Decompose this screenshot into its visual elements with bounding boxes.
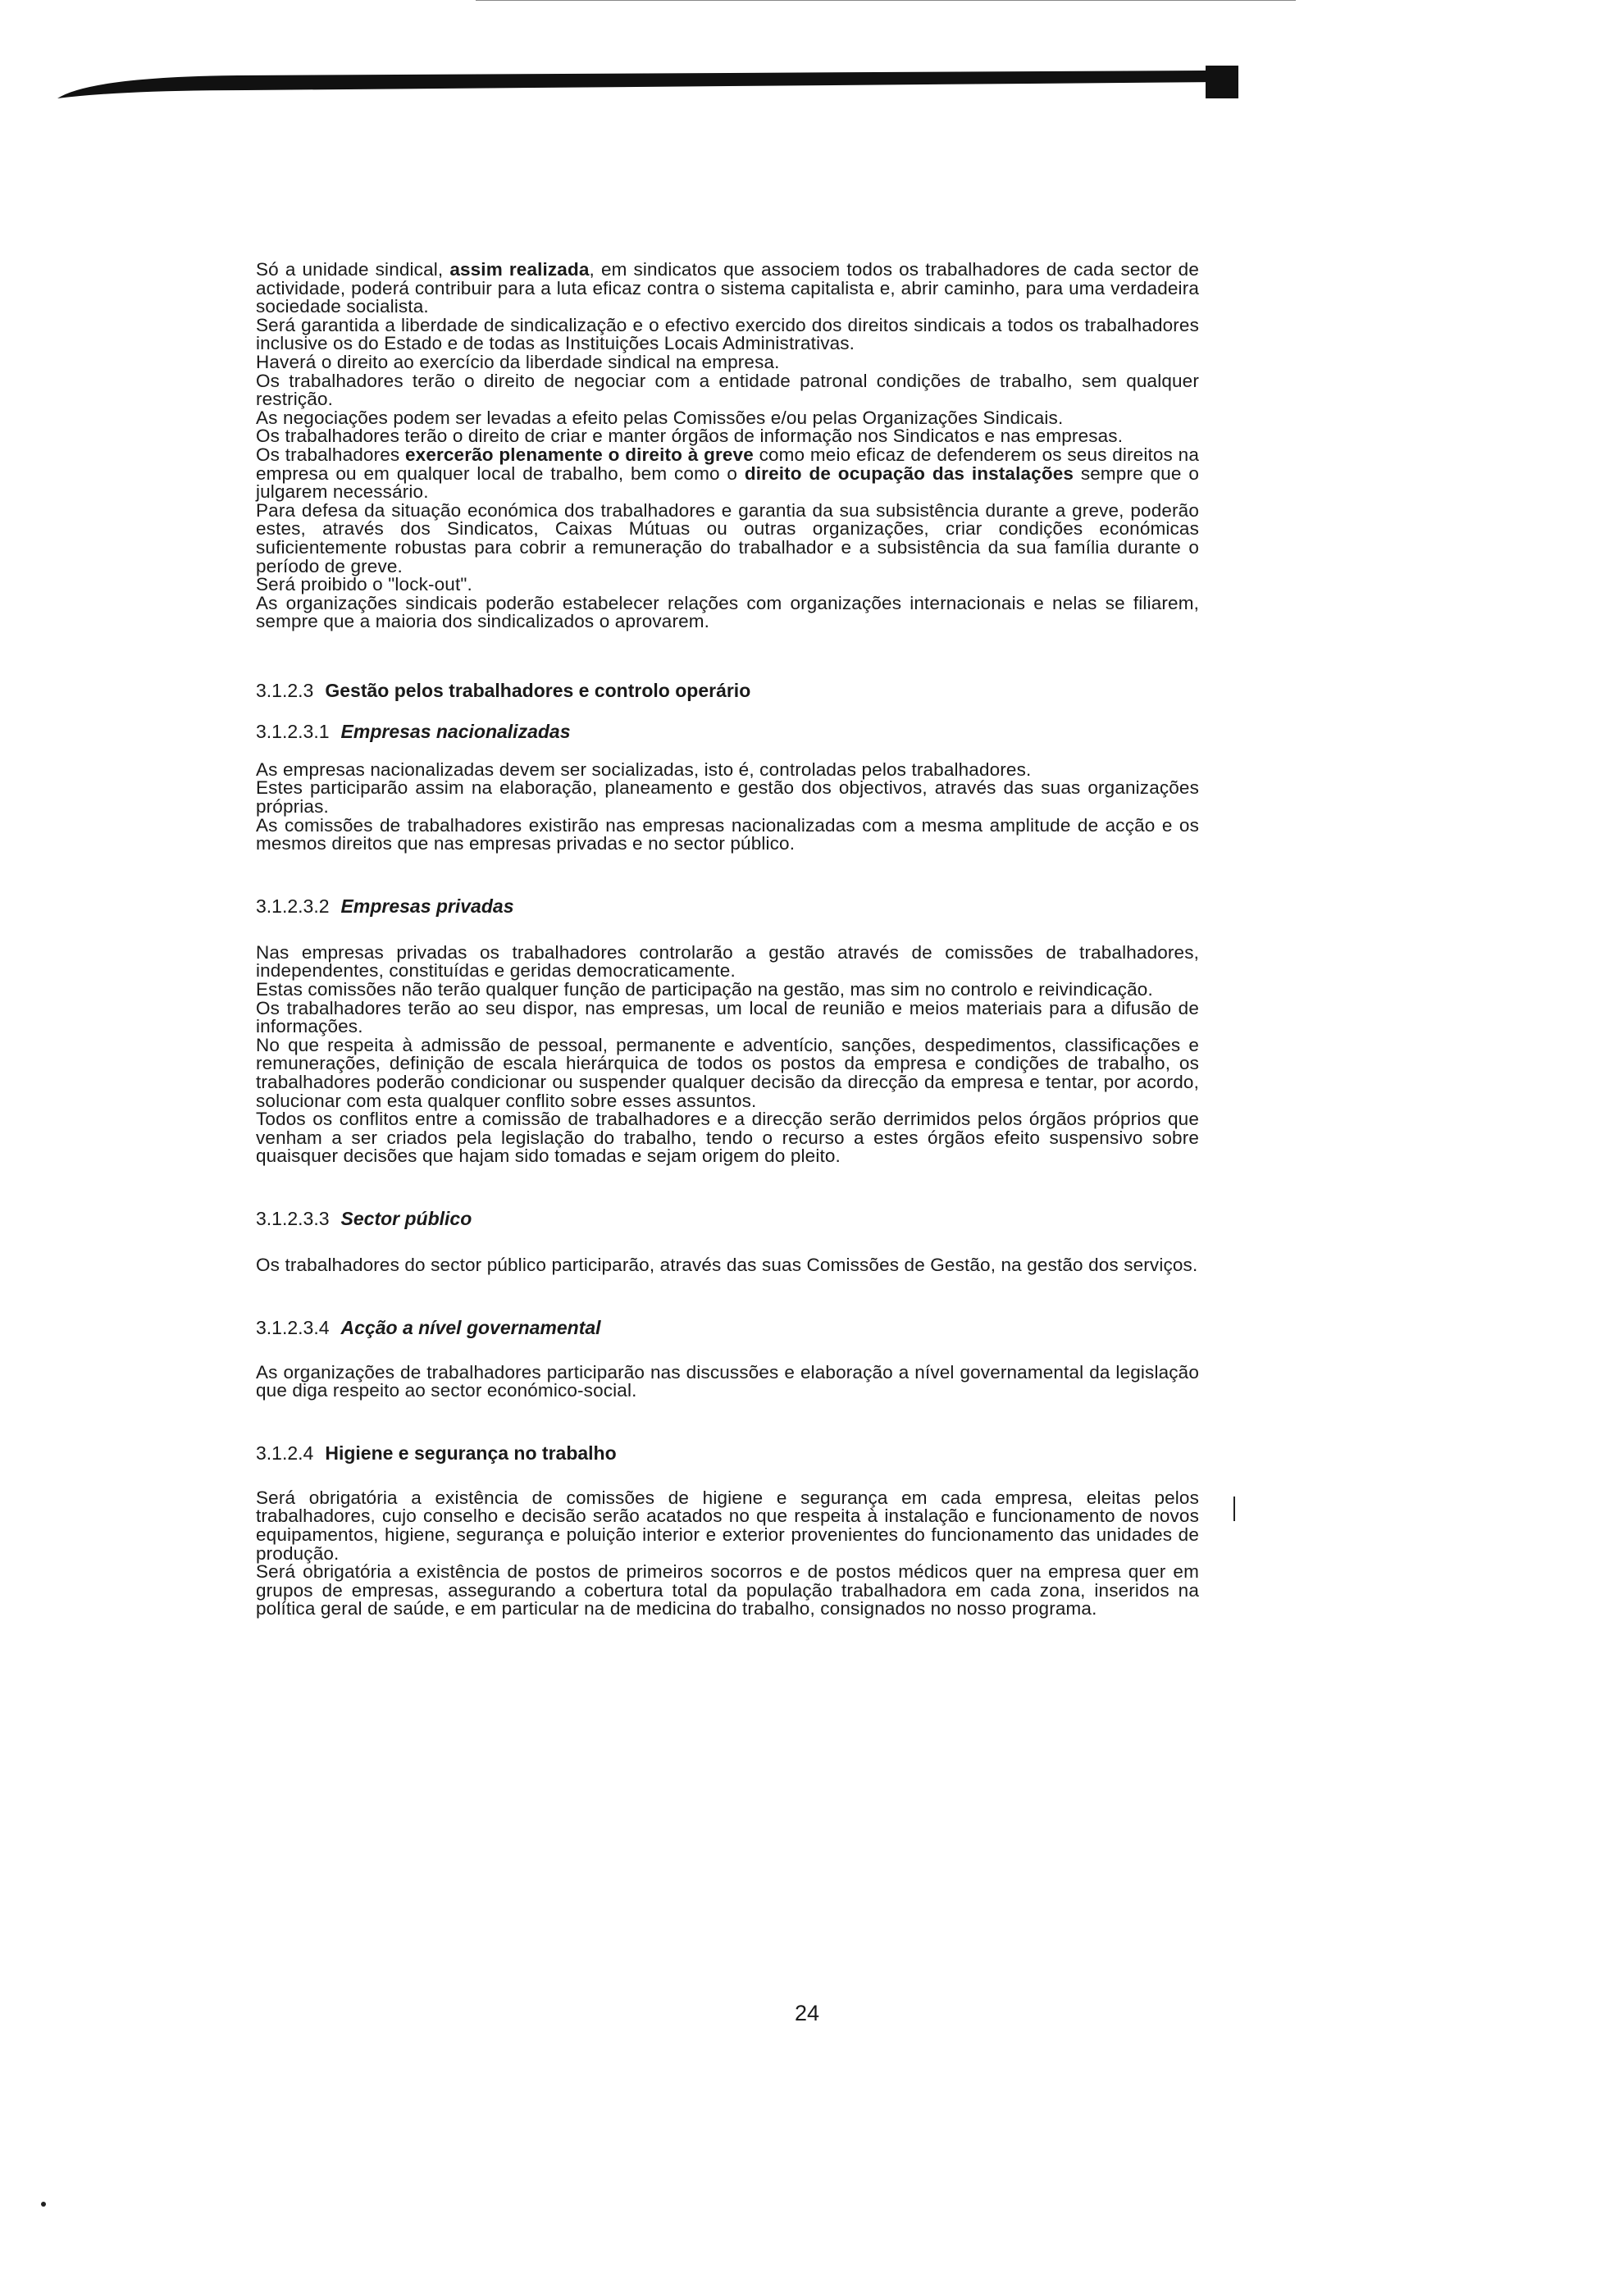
paragraph: As organizações de trabalhadores participarão nas discussões e elaboração a nível governamental da legislação que diga respeito ao sector económico-social. — [256, 1361, 1199, 1401]
section-heading — [256, 1442, 1199, 1465]
section-3-1-2-3-3 — [256, 1207, 1199, 1275]
paragraph: No que respeita à admissão de pessoal, permanente e adventício, sanções, despedimentos, classificações e remunerações, definição de escala hierárquica de todos os postos da empresa e condições de trabalho, os trabalhadores poderão condicionar ou suspender qualquer decisão da direcção da empresa e tentar, por acordo, solucionar com esta qualquer conflito sobre esses assuntos. — [256, 1034, 1199, 1111]
section-heading — [256, 895, 1199, 918]
paragraph: Só a unidade sindical, assim realizada, em sindicatos que associem todos os trabalhadores de cada sector de actividade, poderá contribuir para a luta eficaz contra o sistema capitalista e, abrir caminho, para uma verdadeira sociedade socialista. — [256, 259, 1200, 317]
intro-text — [256, 261, 1199, 631]
scan-binding-strip — [57, 66, 1238, 98]
section-title: Higiene e segurança no trabalho — [325, 1442, 617, 1464]
section-title: Empresas privadas — [340, 895, 514, 917]
section-3-1-2-3-2 — [256, 895, 1199, 1166]
paragraph: Os trabalhadores terão ao seu dispor, nas empresas, um local de reunião e meios materiais para a difusão de informações. — [256, 997, 1199, 1037]
paragraph: As organizações sindicais poderão estabelecer relações com organizações internacionais e nelas se filiarem, sempre que a maioria dos sindicalizados o aprovarem. — [256, 592, 1199, 632]
section-3-1-2-3-4 — [256, 1316, 1199, 1401]
paragraph: Será obrigatória a existência de comissões de higiene e segurança em cada empresa, eleitas pelos trabalhadores, cujo conselho e decisão serão acatados no que respeita à instalação e funcionamento de novos equipamentos, higiene, segurança e poluição interior e exterior provenientes do funcionamento das unidades de produção. — [256, 1487, 1199, 1564]
paragraph: Será proibido o "lock-out". — [256, 574, 472, 595]
paragraph: Os trabalhadores do sector público participarão, através das suas Comissões de Gestão, na gestão dos serviços. — [256, 1254, 1198, 1275]
section-number: 3.1.2.3.1 — [256, 720, 330, 742]
section-heading — [256, 1316, 1199, 1339]
section-heading — [256, 720, 1199, 743]
paragraph: Nas empresas privadas os trabalhadores controlarão a gestão através de comissões de trabalhadores, independentes, constituídas e geridas democraticamente. — [256, 941, 1199, 982]
section-title: Sector público — [340, 1207, 472, 1229]
scan-top-line — [476, 0, 1296, 1]
section-heading — [256, 679, 1199, 702]
paragraph: Para defesa da situação económica dos trabalhadores e garantia da sua subsistência durante a greve, poderão estes, através dos Sindicatos, Caixas Mútuas ou outras organizações, criar condições económicas suficientemente robustas para cobrir a remuneração do trabalhador e a subsistência da sua família durante o período de greve. — [256, 499, 1199, 576]
paragraph: Será garantida a liberdade de sindicalização e o efectivo exercido dos direitos sindicais a todos os trabalhadores inclusive os do Estado e de todas as Instituições Locais Administrativas. — [256, 314, 1199, 354]
paragraph: As negociações podem ser levadas a efeito pelas Comissões e/ou pelas Organizações Sindicais. — [256, 407, 1064, 428]
section-number: 3.1.2.3.4 — [256, 1316, 330, 1338]
section-title: Gestão pelos trabalhadores e controlo operário — [325, 679, 751, 701]
page-number: 24 — [794, 2001, 820, 2025]
document-page — [256, 261, 1199, 1619]
paragraph: Os trabalhadores exercerão plenamente o direito à greve como meio eficaz de defenderem os seus direitos na empresa ou em qualquer local de trabalho, bem como o direito de ocupação das instalações sempre que o julgarem necessário. — [256, 444, 1199, 503]
paragraph: Haverá o direito ao exercício da liberdade sindical na empresa. — [256, 351, 780, 372]
section-number: 3.1.2.3.2 — [256, 895, 330, 917]
paragraph: Estes participarão assim na elaboração, planeamento e gestão dos objectivos, através das suas organizações próprias. — [256, 777, 1199, 818]
paragraph: Os trabalhadores terão o direito de criar e manter órgãos de informação nos Sindicatos e nas empresas. — [256, 426, 1124, 447]
section-heading — [256, 1207, 1199, 1230]
paragraph: As comissões de trabalhadores existirão nas empresas nacionalizadas com a mesma amplitude de acção e os mesmos direitos que nas empresas privadas e no sector público. — [256, 814, 1199, 854]
scan-speck — [1233, 1496, 1235, 1521]
paragraph: Todos os conflitos entre a comissão de trabalhadores e a direcção serão derrimidos pelos órgãos próprios que venham a ser criados pela legislação do trabalho, tendo o recurso a estes órgãos efeito suspensivo sobre quaisquer decisões que hajam sido tomadas e sejam origem do pleito. — [256, 1109, 1199, 1167]
emphasis-text: direito de ocupação das instalações — [744, 462, 1074, 484]
paragraph: Estas comissões não terão qualquer função de participação na gestão, mas sim no controlo e reivindicação. — [256, 979, 1153, 1000]
section-3-1-2-3 — [256, 679, 1199, 702]
paragraph: Os trabalhadores terão o direito de negociar com a entidade patronal condições de trabalho, sem qualquer restrição. — [256, 370, 1199, 410]
section-title: Acção a nível governamental — [340, 1316, 601, 1338]
section-3-1-2-3-1 — [256, 720, 1199, 854]
paragraph: Será obrigatória a existência de postos de primeiros socorros e de postos médicos quer na empresa quer em grupos de empresas, assegurando a cobertura total da população trabalhadora em cada zona, inseridos na política geral de saúde, e em particular na de medicina do trabalho, consignados no nosso programa. — [256, 1561, 1199, 1620]
section-number: 3.1.2.3 — [256, 679, 314, 701]
scan-speck — [41, 2202, 46, 2207]
emphasis-text: assim realizada — [449, 259, 590, 280]
section-3-1-2-4 — [256, 1442, 1199, 1619]
paragraph: As empresas nacionalizadas devem ser socializadas, isto é, controladas pelos trabalhadores. — [256, 758, 1032, 780]
section-number: 3.1.2.3.3 — [256, 1207, 330, 1229]
section-title: Empresas nacionalizadas — [340, 720, 571, 742]
emphasis-text: exercerão plenamente o direito à greve — [405, 444, 754, 465]
section-number: 3.1.2.4 — [256, 1442, 314, 1464]
